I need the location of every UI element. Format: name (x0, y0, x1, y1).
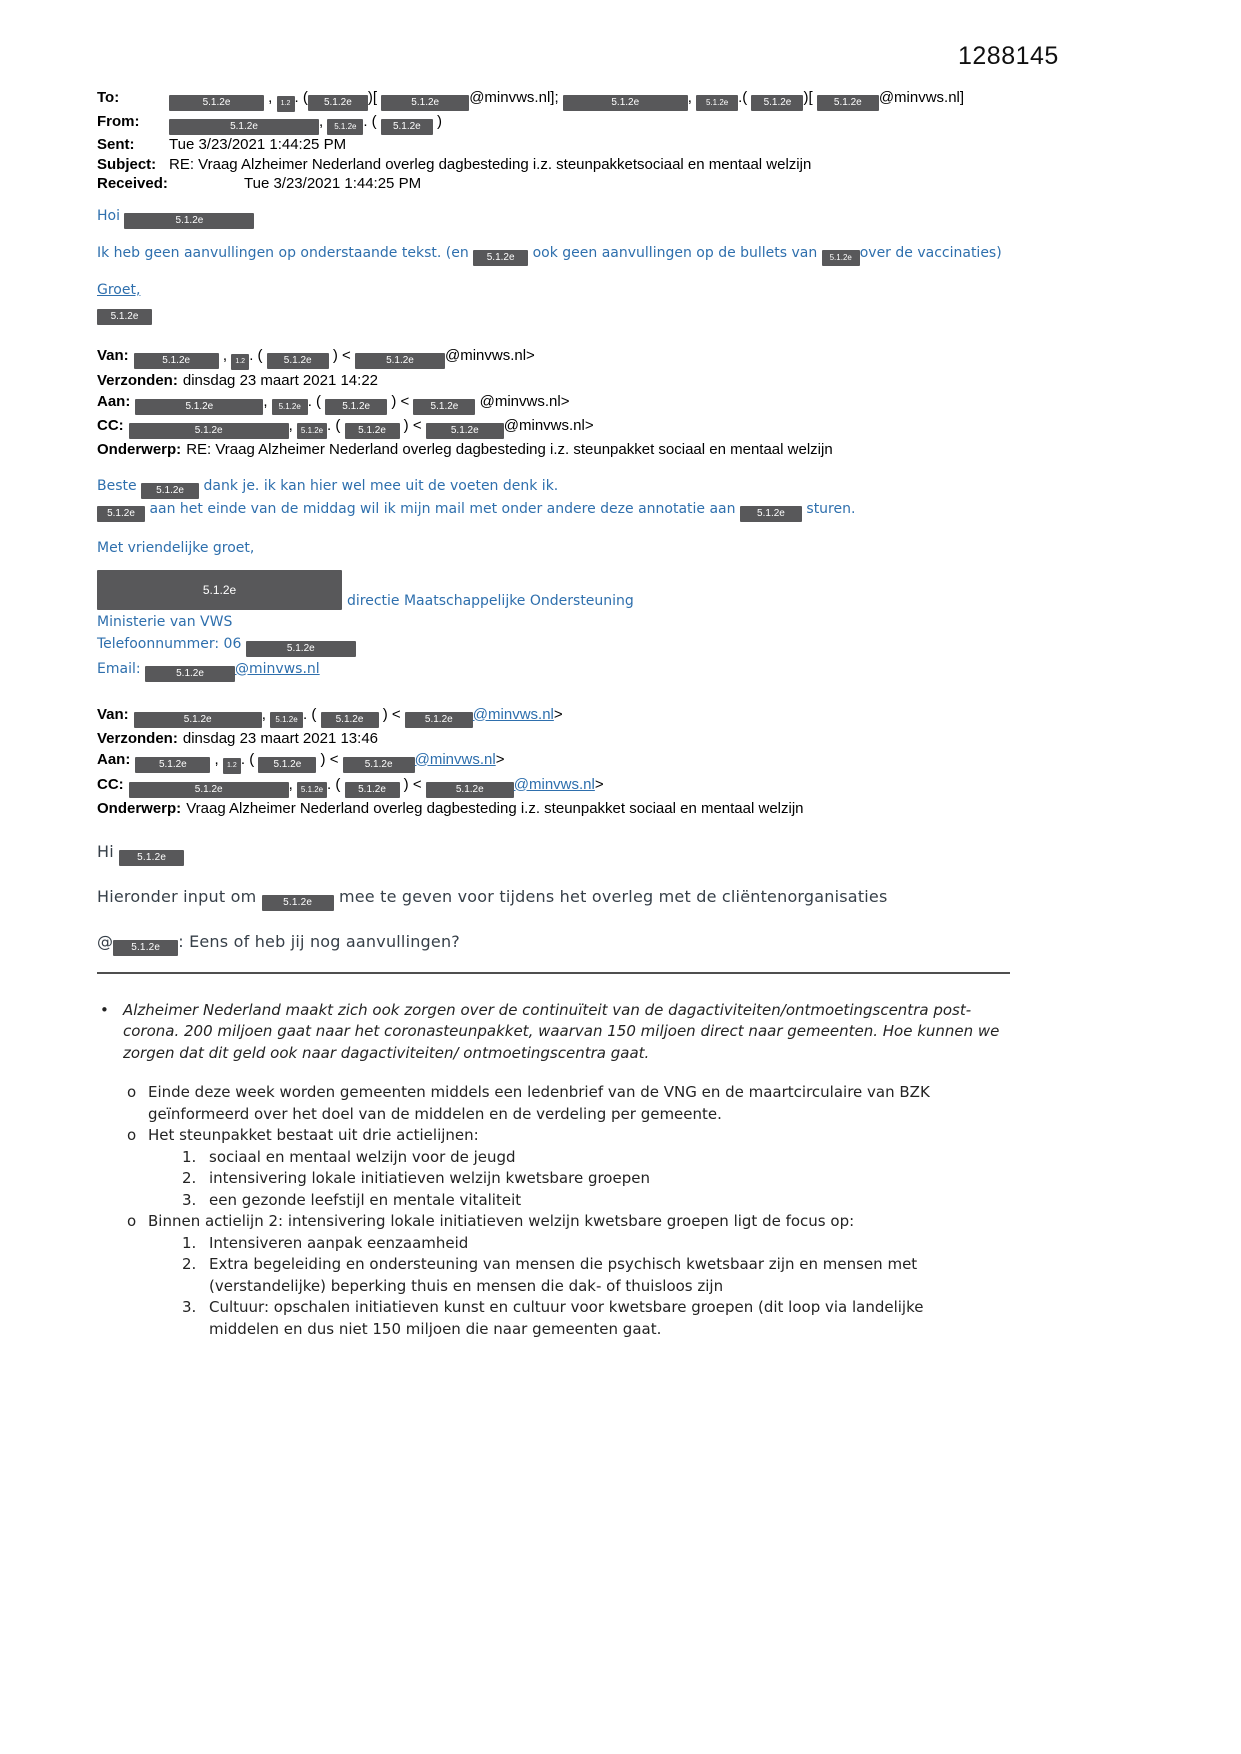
text-run: , (288, 416, 298, 434)
verzonden-value: dinsdag 23 maart 2021 13:46 (182, 729, 379, 747)
sent-label: Sent: (97, 136, 135, 153)
numbered-item-text: Cultuur: opschalen initiatieven kunst en cultuur voor kwetsbare groepen (dit loop via landelijke middelen en dus niet 150 miljoen die naar gemeenten gaat. (209, 1298, 924, 1338)
q2-aan-row (97, 749, 1013, 774)
aan-value (135, 393, 569, 410)
redaction-box: 1.2 (223, 758, 241, 774)
bullet-main (97, 1000, 1013, 1065)
verzonden-value: dinsdag 23 maart 2021 14:22 (182, 371, 379, 389)
redaction-box: 5.1.2e (321, 712, 379, 728)
text-run: . ( (294, 89, 308, 106)
redaction-box: 5.1.2e (822, 250, 860, 266)
redaction-box: 5.1.2e (134, 353, 219, 369)
redaction-box: 5.1.2e (426, 423, 504, 439)
numbered-item-text: een gezonde leefstijl en mentale vitaliteit (209, 1190, 522, 1209)
bullet-marker: o (127, 1126, 137, 1144)
numbered-item (182, 1254, 1013, 1297)
q1-verzonden-row (97, 370, 1013, 391)
received-value: Tue 3/23/2021 1:44:25 PM (244, 175, 422, 192)
redaction-box: 5.1.2e (473, 250, 528, 266)
onderwerp-label: Onderwerp: (97, 440, 182, 458)
text-run: Ik heb geen aanvullingen op onderstaande tekst. (en (97, 244, 474, 261)
redaction-box: 5.1.2e (145, 666, 235, 682)
text-run: ook geen aanvullingen op de bullets van (528, 244, 822, 261)
redaction-box: 5.1.2e (169, 119, 319, 135)
text-run: aan het einde van de middag wil ik mijn mail met onder andere deze annotatie aan (145, 500, 740, 517)
redaction-box: 5.1.2e (113, 940, 178, 956)
redaction-box: 5.1.2e (134, 712, 262, 728)
quoted-header-2 (97, 704, 1013, 819)
email-link[interactable]: @minvws.nl (235, 660, 320, 677)
redaction-box: 5.1.2e (696, 95, 738, 111)
number-marker: 3. (182, 1190, 197, 1209)
text-run: @minvws.nl]; (469, 89, 563, 106)
email1-greeting (97, 206, 1013, 229)
text-run: Email: (97, 660, 146, 677)
q2-cc-row (97, 774, 1013, 798)
bullet-marker: o (127, 1083, 137, 1101)
email-link[interactable]: @minvws.nl (414, 750, 496, 768)
email1-closing: Groet, (97, 281, 141, 298)
text-run: , (319, 113, 328, 130)
text-run: . ( (307, 392, 326, 410)
text-run: ) < (316, 750, 343, 768)
redaction-box: 5.1.2e (129, 782, 289, 798)
text-run: dank je. ik kan hier wel mee uit de voeten denk ik. (199, 477, 559, 494)
van-value (134, 706, 563, 723)
van-label: Van: (97, 705, 129, 723)
redaction-box: 5.1.2e (272, 399, 308, 415)
redaction-box: 5.1.2e (345, 423, 400, 439)
redaction-box: 5.1.2e (817, 95, 879, 111)
q2-onderwerp-row (97, 798, 1013, 819)
header-row-subject (97, 155, 1013, 175)
numbered-item-text: Intensiveren aanpak eenzaamheid (209, 1233, 469, 1252)
numbered-item (182, 1147, 1013, 1169)
q2-verzonden-row (97, 728, 1013, 749)
text-run: , (218, 346, 232, 364)
number-marker: 2. (182, 1255, 197, 1273)
numbered-item (182, 1190, 1013, 1212)
number-marker: 2. (182, 1169, 197, 1187)
bullet-main-text: Alzheimer Nederland maakt zich ook zorgen over de continuïteit van de dagactiviteiten/ontmoetingscentra post-corona. 200 miljoen gaat naar het coronasteunpakket, waarvan 150 miljoen direct naar gemeenten. Hoe kunnen we zorgen dat dit geld ook naar dagactiviteiten/ ontmoetingscentra gaat. (123, 1000, 1000, 1062)
text-run: @minvws.nl> (444, 346, 535, 364)
text-run: ) < (399, 775, 426, 793)
redaction-box: 1.2 (231, 354, 249, 370)
to-label: To: (97, 89, 120, 106)
redaction-box: 5.1.2e (381, 119, 433, 135)
quoted-header-1 (97, 345, 1013, 460)
email-link[interactable]: @minvws.nl (513, 775, 595, 793)
email3-paragraph-1 (97, 886, 1013, 911)
redaction-box: 5.1.2e (267, 353, 329, 369)
aan-value (135, 751, 504, 768)
text-run: @minvws.nl> (475, 392, 570, 410)
redaction-box: 5.1.2e (325, 399, 387, 415)
text-run: > (594, 775, 604, 793)
email-header (97, 88, 1013, 194)
header-row-from (97, 112, 1013, 135)
email1-signature (97, 302, 1013, 325)
redaction-box: 5.1.2e (124, 213, 254, 229)
text-run: Hieronder input om (97, 886, 262, 906)
redaction-box: 5.1.2e (135, 757, 210, 773)
bullet-list (97, 1000, 1013, 1341)
text-run: )[ (803, 89, 817, 106)
email1-paragraph (97, 243, 1013, 266)
redaction-box: 5.1.2e (97, 506, 145, 522)
text-run: @minvws.nl] (878, 89, 965, 106)
text-run: , (264, 89, 277, 106)
bullet-marker: • (100, 1000, 109, 1019)
text-run: )[ (367, 89, 382, 106)
email1-closing-line (97, 280, 1013, 300)
email3-paragraph-2 (97, 931, 1013, 956)
text-run: , (263, 392, 272, 410)
van-label: Van: (97, 346, 129, 364)
from-value (169, 112, 1013, 135)
number-marker: 1. (182, 1147, 197, 1166)
redaction-box: 5.1.2e (129, 423, 289, 439)
text-run: ) < (378, 705, 405, 723)
q1-van-row (97, 345, 1013, 370)
from-label: From: (97, 113, 140, 130)
q1-aan-row (97, 391, 1013, 415)
text-run: . ( (363, 113, 381, 130)
redaction-box: 5.1.2e (308, 95, 368, 111)
email2-paragraph-1 (97, 476, 1013, 499)
redaction-box: 5.1.2e (262, 895, 334, 911)
redaction-box: 5.1.2e (381, 95, 469, 111)
redaction-box: 5.1.2e (97, 309, 152, 325)
text-run: .( (738, 89, 752, 106)
text-run: > (495, 750, 505, 768)
cc-label: CC: (97, 416, 124, 434)
number-marker: 1. (182, 1233, 197, 1252)
text-run: ) (432, 113, 443, 130)
redaction-box: 5.1.2e (345, 782, 400, 798)
aan-label: Aan: (97, 750, 131, 768)
text-run: Hoi (97, 207, 125, 224)
numbered-item (182, 1233, 1013, 1255)
text-run: Telefoonnummer: 06 (97, 635, 246, 652)
redaction-box: 5.1.2e (751, 95, 803, 111)
cc-value (129, 776, 604, 793)
text-run: . ( (249, 346, 267, 364)
received-label: Received: (97, 175, 168, 192)
redaction-box: 5.1.2e (327, 119, 363, 135)
onderwerp-label: Onderwerp: (97, 799, 182, 817)
text-run: , (261, 705, 271, 723)
signature-title: directie Maatschappelijke Ondersteuning (347, 592, 634, 609)
text-run: Hi (97, 841, 120, 861)
bullet-sub2 (127, 1125, 1013, 1147)
bullet-sub3-text: Binnen actielijn 2: intensivering lokale initiatieven welzijn kwetsbare groepen ligt de focus op: (148, 1212, 855, 1230)
subject-value: RE: Vraag Alzheimer Nederland overleg dagbesteding i.z. steunpakketsociaal en mentaal welzijn (169, 155, 812, 173)
redaction-box: 5.1.2e (343, 757, 415, 773)
cc-label: CC: (97, 775, 124, 793)
text-run: . ( (327, 416, 345, 434)
bullet-sub3 (127, 1211, 1013, 1233)
text-run: , (288, 775, 298, 793)
redaction-box: 1.2 (277, 96, 295, 112)
to-value (169, 88, 1013, 112)
email-content (97, 88, 1013, 1340)
signature-email (97, 659, 1013, 682)
q1-cc-row (97, 415, 1013, 439)
text-run: : Eens of heb jij nog aanvullingen? (178, 931, 460, 951)
text-run: @ (97, 931, 114, 951)
numbered-item-text: sociaal en mentaal welzijn voor de jeugd (209, 1147, 516, 1166)
signature-phone (97, 634, 1013, 657)
bullet-sub1 (127, 1082, 1013, 1125)
bullet-marker: o (127, 1212, 137, 1230)
text-run: , (210, 750, 223, 768)
van-value (134, 347, 535, 364)
redaction-box: 5.1.2e (297, 423, 327, 439)
signature-org: Ministerie van VWS (97, 613, 233, 630)
text-run: > (553, 705, 563, 723)
text-run: ) < (328, 346, 355, 364)
redaction-box: 5.1.2e (258, 757, 316, 773)
redaction-box: 5.1.2e (426, 782, 514, 798)
bullet-sub2-text: Het steunpakket bestaat uit drie actielijnen: (148, 1126, 479, 1144)
text-run: sturen. (801, 500, 856, 517)
numbered-item (182, 1297, 1013, 1340)
redaction-box-large: 5.1.2e (97, 570, 342, 610)
numbered-item-text: Extra begeleiding en ondersteuning van mensen die psychisch kwetsbaar zijn en mensen met (verstandelijke) beperking thuis en mensen die dak- of thuisloos zijn (209, 1255, 918, 1295)
email-link[interactable]: @minvws.nl (472, 705, 554, 723)
doc-number: 1288145 (958, 42, 1059, 70)
text-run: over de vaccinaties) (859, 244, 1002, 261)
redaction-box: 5.1.2e (740, 506, 802, 522)
text-run: . ( (240, 750, 259, 768)
header-row-received (97, 174, 1013, 194)
redaction-box: 5.1.2e (169, 95, 264, 111)
subject-label: Subject: (97, 155, 157, 173)
text-run: @minvws.nl> (503, 416, 594, 434)
text-run: . ( (303, 705, 321, 723)
text-run: ) < (387, 392, 414, 410)
q2-van-row (97, 704, 1013, 728)
text-run: , (687, 89, 697, 106)
email3-greeting (97, 841, 1013, 866)
verzonden-label: Verzonden: (97, 371, 178, 389)
text-run: Beste (97, 477, 142, 494)
redaction-box: 5.1.2e (297, 782, 327, 798)
number-marker: 3. (182, 1298, 197, 1316)
onderwerp-value: Vraag Alzheimer Nederland overleg dagbesteding i.z. steunpakket sociaal en mentaal welzijn (186, 799, 804, 817)
sent-value: Tue 3/23/2021 1:44:25 PM (169, 136, 347, 153)
redaction-box: 5.1.2e (563, 95, 688, 111)
bullet-sub1-text: Einde deze week worden gemeenten middels een ledenbrief van de VNG en de maartcirculaire van BZK geïnformeerd over het doel van de middelen en de verdeling per gemeente. (148, 1083, 930, 1123)
onderwerp-value: RE: Vraag Alzheimer Nederland overleg dagbesteding i.z. steunpakket sociaal en mentaal welzijn (186, 440, 833, 458)
redaction-box: 5.1.2e (246, 641, 356, 657)
redaction-box: 5.1.2e (141, 483, 199, 499)
text-run: . ( (327, 775, 345, 793)
redaction-box: 5.1.2e (405, 712, 473, 728)
email2-paragraph-2 (97, 499, 1013, 522)
redaction-box: 5.1.2e (413, 399, 475, 415)
signature-block (97, 570, 1013, 610)
numbered-item-text: intensivering lokale initiatieven welzijn kwetsbare groepen (209, 1169, 650, 1187)
text-run: mee te geven voor tijdens het overleg met de cliëntenorganisaties (333, 886, 888, 906)
verzonden-label: Verzonden: (97, 729, 178, 747)
aan-label: Aan: (97, 392, 131, 410)
q1-onderwerp-row (97, 439, 1013, 460)
redaction-box: 5.1.2e (135, 399, 263, 415)
cc-value (129, 417, 594, 434)
redaction-box: 5.1.2e (270, 712, 303, 728)
section-divider (97, 972, 1010, 974)
header-row-to (97, 88, 1013, 112)
text-run: ) < (399, 416, 426, 434)
numbered-item (182, 1168, 1013, 1190)
redaction-box: 5.1.2e (119, 850, 184, 866)
redaction-box: 5.1.2e (355, 353, 445, 369)
header-row-sent (97, 135, 1013, 155)
email2-closing: Met vriendelijke groet, (97, 539, 255, 556)
